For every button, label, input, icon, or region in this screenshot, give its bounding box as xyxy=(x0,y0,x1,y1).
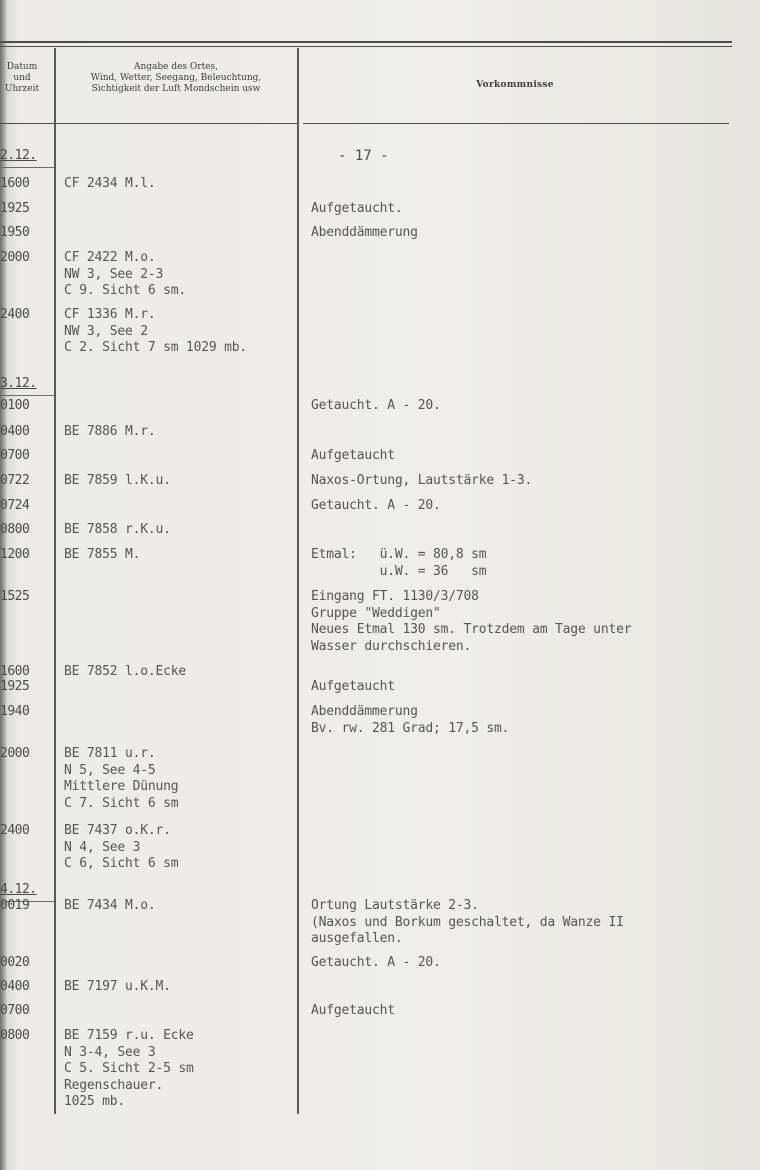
entry-position-weather: BE 7858 r.K.u. xyxy=(64,522,171,537)
top-rule-secondary xyxy=(0,46,732,47)
entry-time: 0020 xyxy=(0,955,30,970)
entry-position-weather: BE 7159 r.u. Ecke N 3-4, See 3 C 5. Sicht 2-5 sm Regenschauer. 1025 mb. xyxy=(64,1028,194,1109)
entry-time: 1950 xyxy=(0,225,30,240)
entry-time: 1525 xyxy=(0,589,30,604)
entry-occurrence: Getaucht. A - 20. xyxy=(311,955,441,970)
entry-time: 2000 xyxy=(0,250,30,265)
entry-occurrence: Etmal: ü.W. = 80,8 sm u.W. = 36 sm xyxy=(311,547,487,579)
entry-occurrence: Aufgetaucht. xyxy=(311,201,403,216)
column-divider-ort xyxy=(297,48,299,1114)
entry-time: 0100 xyxy=(0,398,30,413)
entry-date: 3.12. xyxy=(0,376,37,391)
entry-occurrence: Aufgetaucht xyxy=(311,1003,395,1018)
entry-occurrence: Aufgetaucht xyxy=(311,448,395,463)
top-rule xyxy=(0,41,732,43)
column-divider-datum xyxy=(54,48,56,1114)
entry-position-weather: CF 2422 M.o. NW 3, See 2-3 C 9. Sicht 6 sm. xyxy=(64,250,187,298)
entry-occurrence: Abenddämmerung xyxy=(311,225,418,240)
entry-time: 2400 xyxy=(0,823,30,838)
entry-occurrence: Naxos-Ortung, Lautstärke 1-3. xyxy=(311,473,533,488)
date-separator-rule xyxy=(0,395,54,396)
entry-time: 1600 xyxy=(0,176,30,191)
entry-time: 0724 xyxy=(0,498,30,513)
entry-time: 0019 xyxy=(0,898,30,913)
entry-time: 1925 xyxy=(0,679,30,694)
entry-time: 2400 xyxy=(0,307,30,322)
header-ort-line-1: Angabe des Ortes, xyxy=(133,62,219,72)
entry-time: 1940 xyxy=(0,704,30,719)
page-number: - 17 - xyxy=(338,148,389,164)
entry-time: 0722 xyxy=(0,473,30,488)
entry-time: 0400 xyxy=(0,979,30,994)
entry-position-weather: BE 7437 o.K.r. N 4, See 3 C 6, Sicht 6 sm xyxy=(64,823,179,871)
header-ort-line-3: Sichtigkeit der Luft Mondschein usw xyxy=(91,84,261,94)
entry-position-weather: BE 7886 M.r. xyxy=(64,424,156,439)
entry-time: 1200 xyxy=(0,547,30,562)
entry-time: 0800 xyxy=(0,522,30,537)
entry-position-weather: BE 7434 M.o. xyxy=(64,898,156,913)
header-rule-left xyxy=(0,123,297,124)
entry-time: 0800 xyxy=(0,1028,30,1043)
entry-date: 2.12. xyxy=(0,148,37,163)
header-datum: Datum und Uhrzeit xyxy=(4,62,40,94)
entry-position-weather: BE 7859 l.K.u. xyxy=(64,473,171,488)
entry-time: 2000 xyxy=(0,746,30,761)
entry-position-weather: BE 7811 u.r. N 5, See 4-5 Mittlere Dünung C 7. Sicht 6 sm xyxy=(64,746,179,811)
entry-occurrence: Getaucht. A - 20. xyxy=(311,498,441,513)
date-separator-rule xyxy=(0,167,54,168)
header-vorkommnisse: Vorkommnisse xyxy=(476,80,554,90)
entry-position-weather: BE 7852 l.o.Ecke xyxy=(64,664,187,679)
entry-occurrence: Abenddämmerung Bv. rw. 281 Grad; 17,5 sm. xyxy=(311,704,510,736)
entry-position-weather: BE 7197 u.K.M. xyxy=(64,979,171,994)
entry-position-weather: BE 7855 M. xyxy=(64,547,141,562)
entry-time: 0700 xyxy=(0,448,30,463)
entry-time: 0400 xyxy=(0,424,30,439)
entry-occurrence: Ortung Lautstärke 2-3. (Naxos und Borkum geschaltet, da Wanze II ausgefallen. xyxy=(311,898,624,946)
entry-occurrence: Aufgetaucht xyxy=(311,679,395,694)
header-ort xyxy=(58,62,294,95)
entry-position-weather: CF 1336 M.r. NW 3, See 2 C 2. Sicht 7 sm 1029 mb. xyxy=(64,307,248,355)
entry-position-weather: CF 2434 M.l. xyxy=(64,176,156,191)
entry-occurrence: Getaucht. A - 20. xyxy=(311,398,441,413)
entry-time: 1600 xyxy=(0,664,30,679)
entry-date: 4.12. xyxy=(0,882,37,897)
entry-occurrence: Eingang FT. 1130/3/708 Gruppe "Weddigen" Neues Etmal 130 sm. Trotzdem am Tage unter Wasser durchschieren. xyxy=(311,589,632,654)
header-rule-right xyxy=(303,123,729,124)
entry-time: 1925 xyxy=(0,201,30,216)
entry-time: 0700 xyxy=(0,1003,30,1018)
header-ort-line-2: Wind, Wetter, Seegang, Beleuchtung, xyxy=(90,73,262,83)
